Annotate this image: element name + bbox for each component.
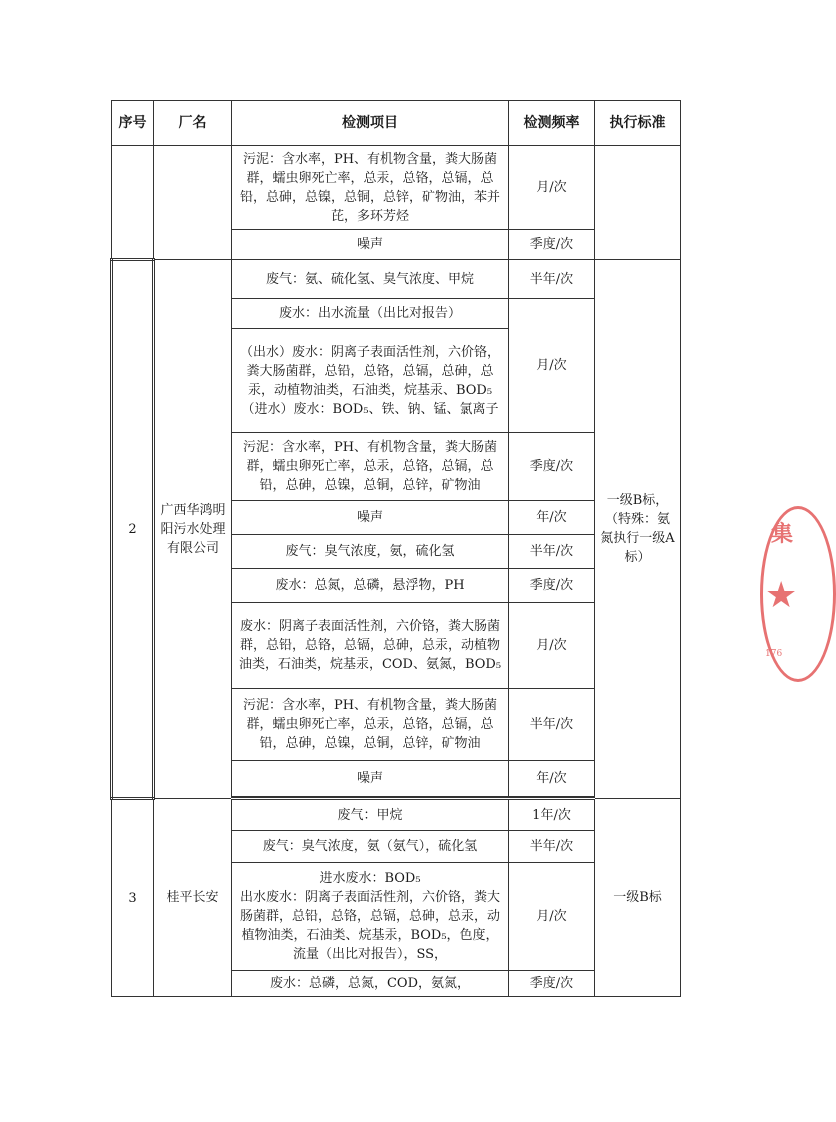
freq-cell: 月/次 xyxy=(509,863,595,971)
freq-cell: 年/次 xyxy=(509,761,595,797)
table-header-row xyxy=(112,101,681,146)
seal-number: 176 xyxy=(765,649,783,659)
header-factory: 厂名 xyxy=(154,101,232,146)
freq-cell: 月/次 xyxy=(509,299,595,433)
std-cell: 一级B标 xyxy=(595,799,681,997)
freq-cell: 1年/次 xyxy=(509,799,595,831)
freq-cell: 季度/次 xyxy=(509,971,595,997)
freq-cell: 半年/次 xyxy=(509,260,595,299)
item-cell: 废水：总氮，总磷，悬浮物，PH xyxy=(232,569,509,603)
item-cell: 噪声 xyxy=(232,501,509,535)
std-cell-empty xyxy=(595,146,681,260)
item-cell: 废水：总磷，总氮，COD，氨氮， xyxy=(232,971,509,997)
header-std: 执行标准 xyxy=(595,101,681,146)
std-cell: 一级B标，（特殊：氨氮执行一级A标） xyxy=(595,260,681,799)
freq-cell: 年/次 xyxy=(509,501,595,535)
table-row xyxy=(112,260,681,299)
header-item: 检测项目 xyxy=(232,101,509,146)
item-cell xyxy=(232,329,509,433)
seq-cell: 3 xyxy=(112,799,154,997)
item-cell: 废气：氨、硫化氢、臭气浓度、甲烷 xyxy=(232,260,509,299)
seq-cell: 2 xyxy=(112,260,154,799)
freq-cell: 月/次 xyxy=(509,146,595,230)
factory-cell: 广西华鸿明阳污水处理有限公司 xyxy=(154,260,232,799)
item-text-outflow: 出水废水：阴离子表面活性剂，六价铬，粪大肠菌群，总铅，总铬，总镉，总砷，总汞，动植物油类，石油类、烷基汞，BOD₅，色度，流量（出比对报告），SS， xyxy=(239,890,500,962)
table-row xyxy=(112,799,681,831)
freq-cell: 季度/次 xyxy=(509,569,595,603)
item-cell: 噪声 xyxy=(232,761,509,797)
item-cell: 废水：阴离子表面活性剂，六价铬，粪大肠菌群，总铅，总铬，总镉，总砷，总汞，动植物油类，石油类，烷基汞，COD、氨氮，BOD₅ xyxy=(232,603,509,689)
table-row xyxy=(112,146,681,230)
seq-cell-empty xyxy=(112,146,154,260)
factory-cell: 桂平长安 xyxy=(154,799,232,997)
freq-cell: 半年/次 xyxy=(509,831,595,863)
header-seq: 序号 xyxy=(112,101,154,146)
monitoring-table xyxy=(110,100,681,997)
factory-cell-empty xyxy=(154,146,232,260)
item-cell xyxy=(232,863,509,971)
item-cell: 污泥：含水率，PH、有机物含量，粪大肠菌群，蠕虫卵死亡率，总汞，总铬，总镉，总铅，总砷，总镍，总铜，总锌，矿物油，苯并芘，多环芳烃 xyxy=(232,146,509,230)
freq-cell: 半年/次 xyxy=(509,535,595,569)
item-cell: 噪声 xyxy=(232,230,509,260)
item-cell: 废水：出水流量（出比对报告） xyxy=(232,299,509,329)
seal-star-icon: ★ xyxy=(765,575,798,616)
freq-cell: 季度/次 xyxy=(509,230,595,260)
seal-glyph: 集 xyxy=(771,521,794,547)
red-seal-stamp xyxy=(760,506,836,682)
header-freq: 检测频率 xyxy=(509,101,595,146)
item-text-inflow: 进水废水：BOD₅ xyxy=(319,871,421,886)
item-text-outflow: （出水）废水：阴离子表面活性剂，六价铬，粪大肠菌群，总铅，总铬，总镉，总砷，总汞，动植物油类，石油类，烷基汞、BOD₅ xyxy=(239,344,500,398)
freq-cell: 半年/次 xyxy=(509,689,595,761)
item-cell: 污泥：含水率，PH、有机物含量，粪大肠菌群，蠕虫卵死亡率，总汞，总铬，总镉，总铅，总砷，总镍，总铜，总锌，矿物油 xyxy=(232,689,509,761)
freq-cell: 季度/次 xyxy=(509,433,595,501)
item-cell: 废气：臭气浓度，氨（氨气），硫化氢 xyxy=(232,831,509,863)
item-cell: 废气：甲烷 xyxy=(232,799,509,831)
item-cell: 废气：臭气浓度，氨，硫化氢 xyxy=(232,535,509,569)
item-text-inflow: （进水）废水：BOD₅、铁、钠、锰、氯离子 xyxy=(241,401,499,417)
freq-cell: 月/次 xyxy=(509,603,595,689)
item-cell: 污泥：含水率，PH、有机物含量，粪大肠菌群，蠕虫卵死亡率，总汞，总铬，总镉，总铅，总砷，总镍，总铜，总锌，矿物油 xyxy=(232,433,509,501)
